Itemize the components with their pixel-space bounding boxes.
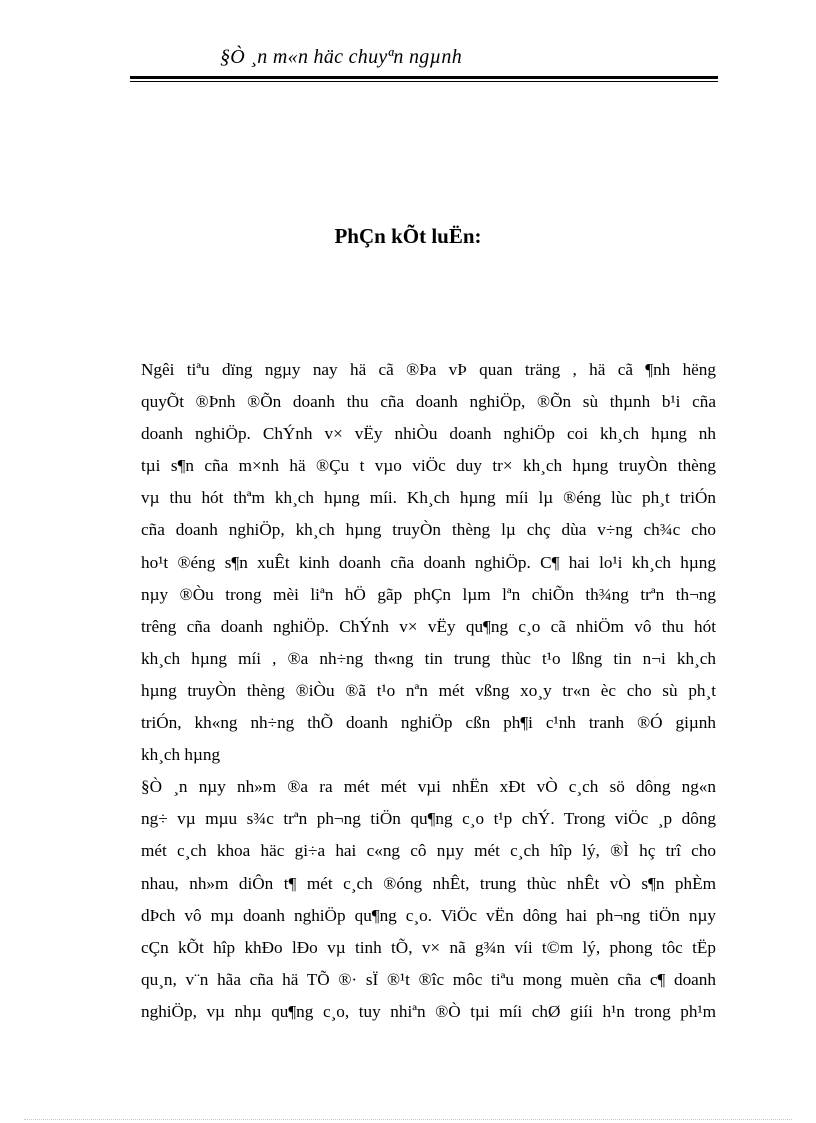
paragraph-line: kh¸ch hµng míi , ®a nh÷ng th«ng tin trung thùc t¹o lßng tin n¬i kh¸ch	[141, 648, 716, 668]
section-title: PhÇn kÕt luËn:	[334, 224, 482, 248]
paragraph-line: §Ò ¸n nµy nh»m ®a ra mét mét vµi nhËn xÐt vÒ c¸ch sö dông ng«n	[141, 777, 716, 797]
page-bottom-rule	[24, 1119, 792, 1120]
paragraph-line: trêng cña doanh nghiÖp. ChÝnh v× vËy qu¶ng c¸o cã nhiÖm vô thu hót	[141, 616, 716, 636]
header-rule-thin	[130, 81, 718, 82]
paragraph-1	[141, 354, 716, 771]
paragraph-line: qu¸n, v¨n hãa cña hä TÕ ®· sÏ ®¹t ®îc môc tiªu mong muèn cña c¶ doanh	[141, 969, 716, 989]
paragraph-line: triÓn, kh«ng nh÷ng thÕ doanh nghiÖp cßn ph¶i c¹nh tranh ®Ó giµnh	[141, 713, 716, 733]
body-text	[141, 354, 716, 1028]
paragraph-2	[141, 771, 716, 1028]
paragraph-line: doanh nghiÖp. ChÝnh v× vËy nhiÒu doanh nghiÖp coi kh¸ch hµng nh	[141, 424, 716, 444]
paragraph-line: tµi s¶n cña m×nh hä ®Çu t vµo viÖc duy tr× kh¸ch hµng truyÒn thèng	[141, 456, 716, 476]
paragraph-line: hµng truyÒn thèng ®iÒu ®ã t¹o nªn mét vßng xo¸y tr«n èc cho sù ph¸t	[141, 680, 716, 700]
paragraph-line: vµ thu hót thªm kh¸ch hµng míi. Kh¸ch hµng míi lµ ®éng lùc ph¸t triÓn	[141, 488, 716, 508]
running-header: §Ò ¸n m«n häc chuyªn ngµnh	[220, 46, 463, 68]
paragraph-line: mét c¸ch khoa häc gi÷a hai c«ng cô nµy mét c¸ch hîp lý, ®Ì hç trî cho	[141, 841, 716, 861]
paragraph-line: quyÕt ®Þnh ®Õn doanh thu cña doanh nghiÖp, ®Õn sù thµnh b¹i cña	[141, 392, 716, 412]
paragraph-line: dÞch vô mµ doanh nghiÖp qu¶ng c¸o. ViÖc vËn dông hai ph¬ng tiÖn nµy	[141, 905, 716, 925]
header-rule-thick	[130, 76, 718, 79]
paragraph-line: cÇn kÕt hîp khÐo lÐo vµ tinh tÕ, v× nã g¾n víi t©m lý, phong tôc tËp	[141, 937, 716, 957]
paragraph-line: cña doanh nghiÖp, kh¸ch hµng truyÒn thèng lµ chç dùa v÷ng ch¾c cho	[141, 520, 716, 540]
paragraph-line: nhau, nh»m diÔn t¶ mét c¸ch ®óng nhÊt, trung thùc nhÊt vÒ s¶n phÈm	[141, 873, 716, 893]
paragraph-line: nµy ®Òu trong mèi liªn hÖ gãp phÇn lµm lªn chiÕn th¾ng trªn th¬ng	[141, 584, 716, 604]
paragraph-line: nghiÖp, vµ nhµ qu¶ng c¸o, tuy nhiªn ®Ò tµi míi chØ giíi h¹n trong ph¹m	[141, 1001, 716, 1021]
paragraph-line: Ngêi tiªu dïng ngµy nay hä cã ®Þa vÞ quan träng , hä cã ¶nh hëng	[141, 360, 716, 379]
paragraph-line: ng÷ vµ mµu s¾c trªn ph¬ng tiÖn qu¶ng c¸o t¹p chÝ. Trong viÖc ¸p dông	[141, 809, 716, 829]
paragraph-line: ho¹t ®éng s¶n xuÊt kinh doanh cña doanh nghiÖp. C¶ hai lo¹i kh¸ch hµng	[141, 552, 716, 572]
paragraph-line: kh¸ch hµng	[141, 745, 221, 765]
